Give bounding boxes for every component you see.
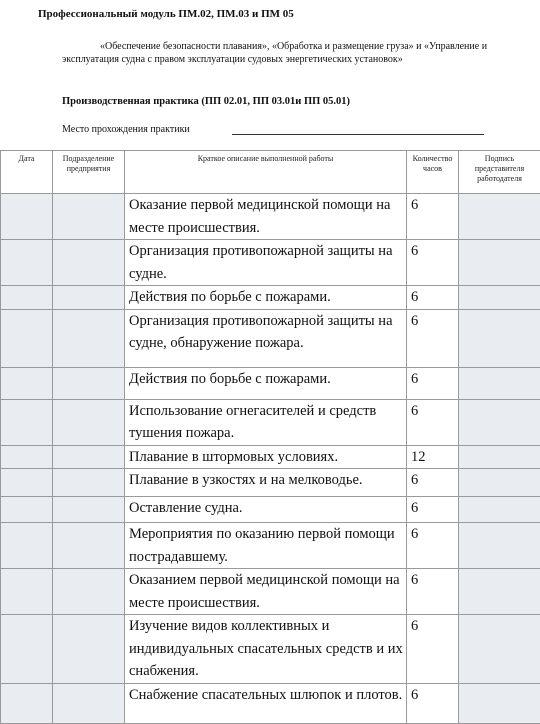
hours-cell: 6	[407, 569, 459, 615]
unit-cell[interactable]	[53, 523, 125, 569]
header-description: Краткое описание выполненной работы	[125, 151, 407, 194]
signature-cell[interactable]	[459, 309, 540, 367]
date-cell[interactable]	[1, 286, 53, 310]
date-cell[interactable]	[1, 569, 53, 615]
table-row	[1, 309, 540, 367]
table-row	[1, 194, 540, 240]
hours-cell: 6	[407, 399, 459, 445]
unit-cell[interactable]	[53, 286, 125, 310]
date-cell[interactable]	[1, 523, 53, 569]
place-input-line[interactable]	[232, 134, 484, 135]
description-cell: Действия по борьбе с пожарами.	[125, 286, 407, 310]
hours-cell: 6	[407, 309, 459, 367]
signature-cell[interactable]	[459, 469, 540, 497]
date-cell[interactable]	[1, 615, 53, 684]
hours-cell: 6	[407, 615, 459, 684]
description-cell: Плавание в штормовых условиях.	[125, 445, 407, 469]
date-cell[interactable]	[1, 683, 53, 723]
hours-cell: 6	[407, 497, 459, 523]
signature-cell[interactable]	[459, 615, 540, 684]
header-unit: Подразделение предприятия	[53, 151, 125, 194]
signature-cell[interactable]	[459, 367, 540, 399]
hours-cell: 6	[407, 194, 459, 240]
table-row	[1, 399, 540, 445]
table-row	[1, 445, 540, 469]
unit-cell[interactable]	[53, 399, 125, 445]
unit-cell[interactable]	[53, 615, 125, 684]
unit-cell[interactable]	[53, 309, 125, 367]
date-cell[interactable]	[1, 367, 53, 399]
table-header-row	[1, 151, 540, 194]
signature-cell[interactable]	[459, 683, 540, 723]
table-row	[1, 367, 540, 399]
description-cell: Действия по борьбе с пожарами.	[125, 367, 407, 399]
unit-cell[interactable]	[53, 469, 125, 497]
description-cell: Организация противопожарной защиты на судне.	[125, 240, 407, 286]
hours-cell: 12	[407, 445, 459, 469]
hours-cell: 6	[407, 523, 459, 569]
header-signature: Подпись представителя работодателя	[459, 151, 540, 194]
signature-cell[interactable]	[459, 523, 540, 569]
table-row	[1, 497, 540, 523]
date-cell[interactable]	[1, 194, 53, 240]
description-cell: Снабжение спасательных шлюпок и плотов.	[125, 683, 407, 723]
date-cell[interactable]	[1, 309, 53, 367]
unit-cell[interactable]	[53, 683, 125, 723]
signature-cell[interactable]	[459, 569, 540, 615]
signature-cell[interactable]	[459, 399, 540, 445]
date-cell[interactable]	[1, 469, 53, 497]
table-row	[1, 615, 540, 684]
hours-cell: 6	[407, 240, 459, 286]
header-date: Дата	[1, 151, 53, 194]
description-cell: Оказание первой медицинской помощи на месте происшествия.	[125, 194, 407, 240]
table-row	[1, 240, 540, 286]
description-cell: Оказанием первой медицинской помощи на месте происшествия.	[125, 569, 407, 615]
date-cell[interactable]	[1, 497, 53, 523]
unit-cell[interactable]	[53, 569, 125, 615]
unit-cell[interactable]	[53, 240, 125, 286]
hours-cell: 6	[407, 683, 459, 723]
place-label: Место прохождения практики	[62, 124, 190, 135]
description-cell: Организация противопожарной защиты на судне, обнаружение пожара.	[125, 309, 407, 367]
table-row	[1, 523, 540, 569]
hours-cell: 6	[407, 367, 459, 399]
hours-cell: 6	[407, 469, 459, 497]
date-cell[interactable]	[1, 240, 53, 286]
description-cell: Изучение видов коллективных и индивидуальных спасательных средств и их снабжения.	[125, 615, 407, 684]
unit-cell[interactable]	[53, 367, 125, 399]
date-cell[interactable]	[1, 399, 53, 445]
description-cell: Плавание в узкостях и на мелководье.	[125, 469, 407, 497]
header-hours: Количество часов	[407, 151, 459, 194]
table-row	[1, 569, 540, 615]
description-cell: Оставление судна.	[125, 497, 407, 523]
module-description: «Обеспечение безопасности плавания», «Обработка и размещение груза» и «Управление и эксплуатация судна с правом эксплуатации судовых энергетических установок»	[62, 40, 502, 66]
description-cell: Использование огнегасителей и средств тушения пожара.	[125, 399, 407, 445]
unit-cell[interactable]	[53, 497, 125, 523]
hours-cell: 6	[407, 286, 459, 310]
table-row	[1, 683, 540, 723]
practice-title: Производственная практика (ПП 02.01, ПП 03.01и ПП 05.01)	[62, 96, 350, 107]
unit-cell[interactable]	[53, 445, 125, 469]
signature-cell[interactable]	[459, 286, 540, 310]
date-cell[interactable]	[1, 445, 53, 469]
unit-cell[interactable]	[53, 194, 125, 240]
signature-cell[interactable]	[459, 194, 540, 240]
table-row	[1, 469, 540, 497]
table-row	[1, 286, 540, 310]
work-log-table	[0, 150, 540, 724]
signature-cell[interactable]	[459, 497, 540, 523]
signature-cell[interactable]	[459, 240, 540, 286]
document-title: Профессиональный модуль ПМ.02, ПМ.03 и ПМ 05	[38, 8, 294, 20]
signature-cell[interactable]	[459, 445, 540, 469]
description-cell: Мероприятия по оказанию первой помощи пострадавшему.	[125, 523, 407, 569]
